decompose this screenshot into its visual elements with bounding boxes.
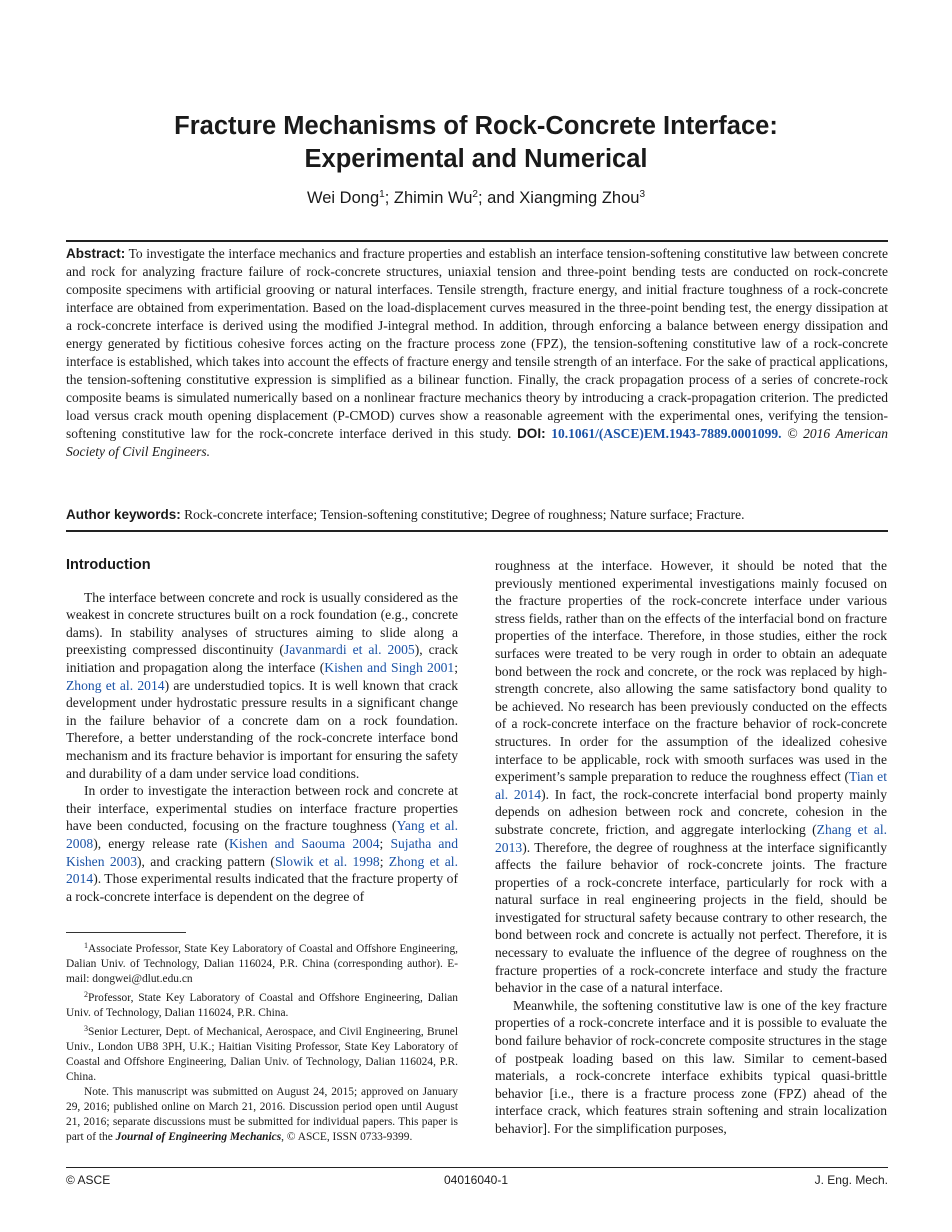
citation-link[interactable]: Zhong et al. 2014 [66, 677, 165, 693]
doi-label: DOI: [517, 426, 546, 441]
text-run: In order to investigate the interaction between rock and concrete at their interface, experimental studies on interface fracture properties have been conducted, focusing on the fracture toughness ( [66, 783, 458, 834]
title-line-2: Experimental and Numerical [304, 145, 648, 173]
author-1: Wei Dong [306, 189, 380, 207]
author-3: ; and Xiangming Zhou [477, 189, 640, 207]
intro-paragraph-3 [495, 557, 887, 997]
citation-link[interactable]: Sujatha and Kishen 2003 [66, 835, 458, 869]
citation-link[interactable]: Kishen and Saouma 2004 [229, 835, 380, 851]
citation-link[interactable]: Kishen and Singh 2001 [324, 659, 455, 675]
author-1-affil: 1 [379, 189, 385, 200]
journal-name: Journal of Engineering Mechanics [115, 1131, 282, 1143]
footer-journal: J. Eng. Mech. [814, 1173, 888, 1187]
note-text-end: , © ASCE, ISSN 0733-9399. [281, 1131, 413, 1143]
text-run: ) are understudied topics. It is well known that crack development under hydrostatic pressure results in a significant change in the failure behavior of a concrete dam on a rock foundation. Therefore, a better understanding of the rock-concrete interface bond mechanism and its fracture behavior is important for ensuring the safety and durability of a dam under service load conditions. [66, 677, 458, 781]
footnote-text: Senior Lecturer, Dept. of Mechanical, Aerospace, and Civil Engineering, Brunel Univ., London UB8 3PH, U.K.; Haitian Visiting Professor, State Key Laboratory of Coastal and Offshore Engineering, Dalian Univ. of Technology, Dalian 116024, P.R. China. [66, 1026, 458, 1083]
text-run: ), energy release rate ( [93, 835, 230, 851]
intro-paragraph-2 [66, 782, 458, 905]
abstract-text: To investigate the interface mechanics and fracture properties and establish an interface tension-softening constitutive law between concrete and rock for analyzing fracture failure of rock-concrete structures, uniaxial tension and three-point bending tests are conducted on rock-concrete composite specimens with artificial grooving or natural interfaces. Tensile strength, fracture energy, and initial fracture toughness of a rock-concrete interface are obtained from experimentation. Based on the load-displacement curves measured in the three-point bending test, the energy dissipation at a rock-concrete interface is derived using the modified J-integral method. In addition, through enforcing a balance between energy dissipation and energy generated by fictitious cohesive forces acting on the fracture process zone (FPZ), the tension-softening constitutive law of a rock-concrete interface is established, which takes into account the effects of fracture energy and tensile strength of an interface. For the sake of practical applications, the tension-softening constitutive expression is simplified as a bilinear function. Finally, the crack propagation process of a series of concrete-rock composite beams is simulated numerically based on a nonlinear fracture mechanics theory by introducing a crack-propagation criterion. The predicted load versus crack mouth opening displacement (P-CMOD) curves show a reasonable agreement with the experimental ones, verifying the tension-softening constitutive law for the rock-concrete interface derived in this study. [66, 246, 888, 441]
footer-publisher: © ASCE [66, 1173, 111, 1187]
text-run: ), crack initiation and propagation along the interface ( [66, 642, 458, 675]
footnote-3 [66, 1021, 458, 1085]
author-list [66, 189, 886, 208]
author-2-affil: 2 [472, 189, 478, 200]
footnote-text: Professor, State Key Laboratory of Coastal and Offshore Engineering, Dalian Univ. of Technology, Dalian 116024, P.R. China. [66, 992, 458, 1019]
author-3-affil: 3 [639, 189, 645, 200]
citation-link[interactable]: Javanmardi et al. 2005 [283, 642, 415, 658]
text-run: ; [379, 835, 391, 851]
text-run: ). Those experimental results indicated that the fracture property of a rock-concrete interface is dependent on the degree of [66, 871, 458, 904]
submission-note [66, 1085, 458, 1145]
citation-link[interactable]: Zhang et al. 2013 [495, 821, 887, 855]
intro-paragraph-4: Meanwhile, the softening constitutive law is one of the key fracture properties of a rock-concrete interface and it is possible to evaluate the bond failure behavior of rock-concrete composite structures in the stage of postpeak loading based on this law. Similar to cement-based materials, a rock-concrete interface exhibits typical quasi-brittle behavior [i.e., there is a fracture process zone (FPZ) ahead of the interface crack, which features strain softening and strain localization behavior]. For the simplification purposes, [495, 997, 887, 1136]
footer-rule [66, 1167, 888, 1168]
right-column [495, 557, 887, 1138]
author-2: ; Zhimin Wu [384, 189, 473, 207]
abstract-top-rule [66, 240, 888, 242]
text-run: The interface between concrete and rock is usually considered as the weakest in concrete structures built on a rock foundation (e.g., concrete dams). In stability analyses of structures aiming to slide along a preexisting compressed discontinuity ( [66, 589, 458, 658]
text-run: ; [454, 659, 458, 675]
footnotes [66, 938, 458, 1145]
footnote-text: Associate Professor, State Key Laboratory of Coastal and Offshore Engineering, Dalian Univ. of Technology, Dalian 116024, P.R. China (corresponding author). E-mail: dongwei@dlut.edu.cn [66, 943, 458, 985]
abstract [66, 245, 888, 461]
section-heading-introduction: Introduction [66, 557, 151, 573]
abstract-label: Abstract: [66, 246, 126, 261]
paper-title [66, 110, 886, 176]
footnote-1 [66, 938, 458, 987]
footnote-mark: 3 [84, 1024, 88, 1033]
footer-article-number: 04016040-1 [443, 1173, 509, 1187]
citation-link[interactable]: Slowik et al. 1998 [274, 853, 380, 869]
citation-link[interactable]: Zhong et al. 2014 [66, 853, 458, 887]
keywords-text: Rock-concrete interface; Tension-softening constitutive; Degree of roughness; Nature surface; Fracture. [184, 507, 745, 522]
author-keywords [66, 506, 888, 524]
footnote-rule [66, 932, 186, 933]
text-run: ). In fact, the rock-concrete interfacial bond property mainly depends on adhesion between rock and concrete, cohesion in the substrate concrete, friction, and aggregate interlocking ( [495, 786, 887, 837]
keywords-bottom-rule [66, 530, 888, 532]
intro-paragraph-1 [66, 589, 458, 783]
doi-link[interactable]: 10.1061/(ASCE)EM.1943-7889.0001099. [551, 426, 782, 441]
footnote-mark: 1 [84, 941, 88, 950]
text-run: ). Therefore, the degree of roughness at the interface significantly affects the failure behavior of rock-concrete joints. The fracture properties of a rock-concrete interface, particularly for rock with a natural surface in real engineering projects in the field, should be investigated for structural safety because contrary to other research, the bond between rock and concrete is actually not perfect. Therefore, it is necessary to evaluate the influence of the degree of roughness on the fracture properties of a rock-concrete interface and study the fracture behavior in the case of a natural interface. [495, 839, 887, 996]
text-run: ; [379, 853, 389, 869]
citation-link[interactable]: Tian et al. 2014 [495, 769, 887, 802]
keywords-label: Author keywords: [66, 507, 181, 522]
text-run: ), and cracking pattern ( [137, 853, 275, 869]
text-run: roughness at the interface. However, it should be noted that the previously mentioned experimental investigations mainly focused on the fracture properties of the rock-concrete interface under various stress fields, rather than on the effects of the interfacial bond on fracture properties of the interface. Therefore, in those studies, either the rock surfaces were treated to be very rough in order to obtain an adequate bond between the rock and concrete, or the rock was replaced by high-strength concrete, also allowing the same satisfactory bond quality to be achieved. No research has been previously conducted on the effects of a rock-concrete interface on the fracture behavior of rock-concrete structures. In order for the assumption of the idealized cohesive interface to be applicable, rock with smooth surfaces was used in the experiment’s sample preparation to reduce the roughness effect ( [495, 558, 887, 785]
footnote-mark: 2 [84, 990, 88, 999]
citation-link[interactable]: Yang et al. 2008 [66, 818, 458, 851]
copyright-line: © 2016 American Society of Civil Engineers. [66, 426, 889, 459]
left-column [66, 557, 458, 905]
title-line-1: Fracture Mechanisms of Rock-Concrete Interface: [174, 112, 778, 140]
footnote-2 [66, 987, 458, 1021]
note-text: Note. This manuscript was submitted on August 24, 2015; approved on January 29, 2016; published online on March 21, 2016. Discussion period open until August 21, 2016; separate discussions must be submitted for individual papers. This paper is part of the [66, 1086, 458, 1143]
